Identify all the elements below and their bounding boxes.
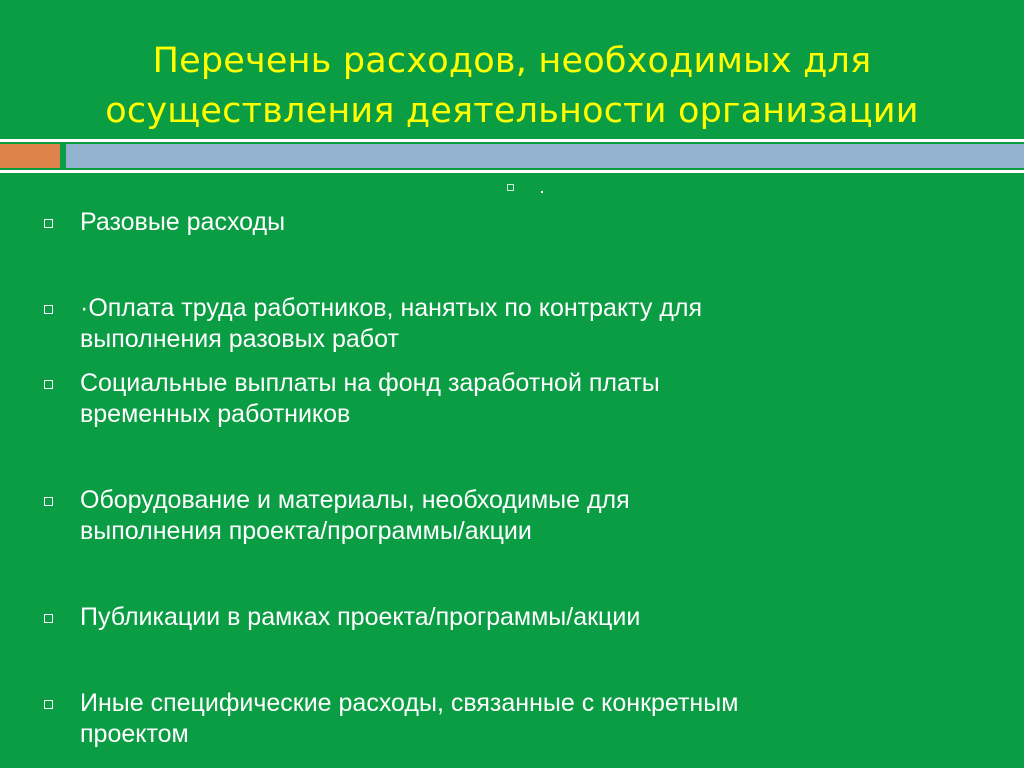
square-bullet-icon <box>44 219 53 228</box>
slide-title <box>60 36 964 136</box>
title-line-2: осуществления деятельности организации <box>105 91 919 131</box>
accent-bar-orange <box>0 144 60 168</box>
divider-top <box>0 139 1024 142</box>
title-line-1: Перечень расходов, необходимых для <box>152 41 872 81</box>
list-item-text: Разовые расходы <box>80 208 286 236</box>
square-bullet-icon <box>44 380 53 389</box>
list-item-text: ·Оплата труда работников, нанятых по контракту для выполнения разовых работ <box>80 294 703 353</box>
list-item-text: Публикации в рамках проекта/программы/акции <box>80 603 641 631</box>
square-bullet-icon <box>44 497 53 506</box>
divider-bottom <box>0 170 1024 173</box>
square-bullet-icon <box>44 614 53 623</box>
square-bullet-icon <box>44 305 53 314</box>
dot-icon <box>541 191 543 193</box>
list-item-text: Оборудование и материалы, необходимые для выполнения проекта/программы/акции <box>80 486 630 545</box>
list-item-text: Социальные выплаты на фонд заработной платы временных работников <box>80 369 660 428</box>
accent-bar-blue <box>66 144 1024 168</box>
square-bullet-icon <box>507 184 514 191</box>
square-bullet-icon <box>44 700 53 709</box>
list-item-text: Иные специфические расходы, связанные с конкретным проектом <box>80 689 739 748</box>
